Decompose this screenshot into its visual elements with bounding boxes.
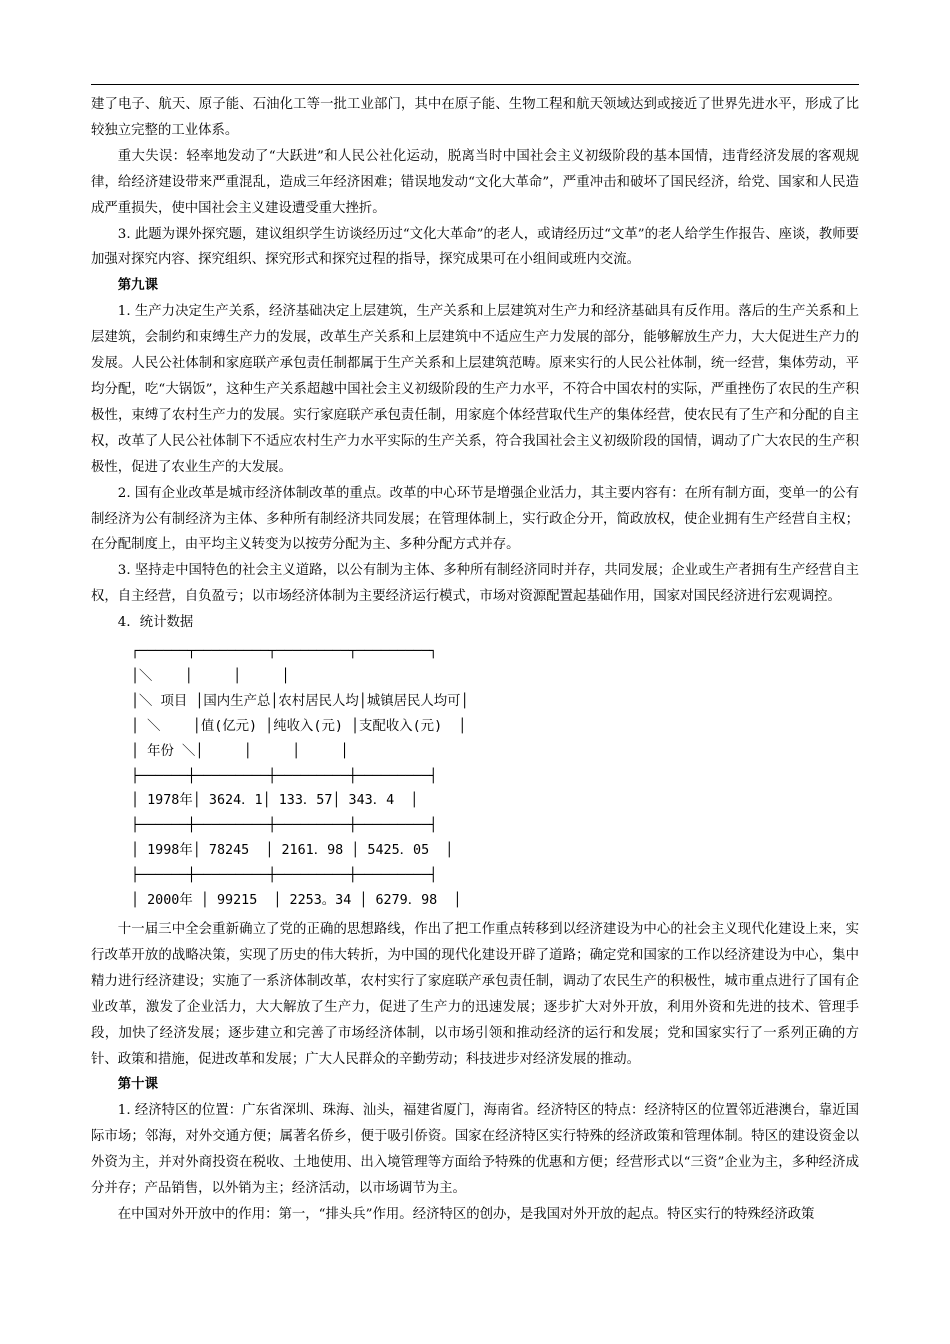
header-rule: [91, 84, 859, 85]
lesson-9-paragraph-2: 2. 国有企业改革是城市经济体制改革的重点。改革的中心环节是增强企业活力，其主要内容有：在所有制方面，变单一的公有制经济为公有制经济为主体、多种所有制经济共同发展；在管理体制上，实行政企分开，简政放权，使企业拥有生产经营自主权；在分配制度上，由平均主义转变为以按劳分配为主、多种分配方式并存。: [91, 485, 859, 553]
paragraph-continued: 建了电子、航天、原子能、石油化工等一批工业部门，其中在原子能、生物工程和航天领域达到或接近了世界先进水平，形成了比较独立完整的工业体系。: [91, 97, 859, 138]
lesson-9-paragraph-1: 1. 生产力决定生产关系，经济基础决定上层建筑，生产关系和上层建筑对生产力和经济基础具有反作用。落后的生产关系和上层建筑，会制约和束缚生产力的发展，改革生产关系和上层建筑中不适应生产力发展的部分，能够解放生产力，大大促进生产力的发展。人民公社体制和家庭联产承包责任制都属于生产关系和上层建筑范畴。原来实行的人民公社体制，统一经营，集体劳动，平均分配，吃“大锅饭”，这种生产关系超越中国社会主义初级阶段的生产力水平，不符合中国农村的实际，严重挫伤了农民的生产积极性，束缚了农村生产力的发展。实行家庭联产承包责任制，用家庭个体经营取代生产的集体经营，使农民有了生产和分配的自主权，改革了人民公社体制下不适应农村生产力水平实际的生产关系，符合我国社会主义初级阶段的国情，调动了广大农民的生产积极性，促进了农业生产的大发展。: [91, 304, 859, 475]
paragraph-major-mistakes: 重大失误：轻率地发动了“大跃进”和人民公社化运动，脱离当时中国社会主义初级阶段的基本国情，违背经济发展的客观规律，给经济建设带来严重混乱，造成三年经济困难；错误地发动“文化大革命”，严重冲击和破坏了国民经济，给党、国家和人民造成严重损失，使中国社会主义建设遭受重大挫折。: [91, 148, 859, 216]
lesson-9-heading: 第九课: [117, 277, 158, 294]
lesson-10-heading: 第十课: [117, 1076, 158, 1093]
statistics-table: [131, 640, 859, 914]
table-line: │ 年份 ＼│ │ │ │: [131, 743, 349, 759]
table-line: │ 1978年│ 3624．1│ 133．57│ 343．4 │: [131, 793, 419, 809]
lesson-9-summary: 十一届三中全会重新确立了党的正确的思想路线，作出了把工作重点转移到以经济建设为中心的社会主义现代化建设上来，实行改革开放的战略决策，实现了历史的伟大转折，为中国的现代化建设开辟了道路；确定党和国家的工作以经济建设为中心，集中精力进行经济建设；实施了一系济体制改革，农村实行了家庭联产承包责任制，调动了农民生产的积极性，城市重点进行了国有企业改革，激发了企业活力，大大解放了生产力，促进了生产力的迅速发展；逐步扩大对外开放，利用外资和先进的技术、管理手段，加快了经济发展；逐步建立和完善了市场经济体制，以市场引领和推动经济的运行和发展；党和国家实行了一系列正确的方针、政策和措施，促进改革和发展；广大人民群众的辛勤劳动；科技进步对经济发展的推动。: [91, 922, 859, 1067]
table-line: │ 2000年 │ 99215 │ 2253。34 │ 6279．98 │: [131, 893, 462, 909]
statistics-title: 4．统计数据: [117, 615, 194, 631]
table-line: ├──────┼─────────┼─────────┼─────────┤: [131, 818, 438, 834]
table-line: │ ＼ │值(亿元) │纯收入(元) │支配收入(元) │: [131, 718, 467, 734]
table-line: │＼ 项目 │国内生产总│农村居民人均│城镇居民人均可│: [131, 693, 469, 709]
lesson-10-paragraph-2: 在中国对外开放中的作用：第一，“排头兵”作用。经济特区的创办，是我国对外开放的起点。特区实行的特殊经济政策: [117, 1206, 815, 1222]
table-line: ┌──────┬─────────┬─────────┬─────────┐: [131, 644, 438, 660]
paragraph-item-3: 3. 此题为课外探究题，建议组织学生访谈经历过“文化大革命”的老人，或请经历过“文革”的老人给学生作报告、座谈，教师要加强对探究内容、探究组织、探究形式和探究过程的指导，探究成果可在小组间或班内交流。: [91, 226, 859, 268]
document-body: [91, 92, 859, 1228]
lesson-10-paragraph-1: 1. 经济特区的位置：广东省深圳、珠海、汕头，福建省厦门，海南省。经济特区的特点：经济特区的位置邻近港澳台，靠近国际市场；邻海，对外交通方便；属著名侨乡，便于吸引侨资。国家在经济特区实行特殊的经济政策和管理体制。特区的建设资金以外资为主，并对外商投资在税收、土地使用、出入境管理等方面给予特殊的优惠和方便；经营形式以“三资”企业为主，多种经济成分并存；产品销售，以外销为主；经济活动，以市场调节为主。: [91, 1103, 859, 1197]
table-line: │ 1998年│ 78245 │ 2161．98 │ 5425．05 │: [131, 843, 454, 859]
table-line: ├──────┼─────────┼─────────┼─────────┤: [131, 768, 438, 784]
table-line: ├──────┼─────────┼─────────┼─────────┤: [131, 868, 438, 884]
table-line: │＼ │ │ │: [131, 668, 330, 684]
lesson-9-paragraph-3: 3. 坚持走中国特色的社会主义道路，以公有制为主体、多种所有制经济同时并存，共同发展；企业或生产者拥有生产经营自主权，自主经营，自负盈亏；以市场经济体制为主要经济运行模式，市场对资源配置起基础作用，国家对国民经济进行宏观调控。: [91, 563, 859, 605]
